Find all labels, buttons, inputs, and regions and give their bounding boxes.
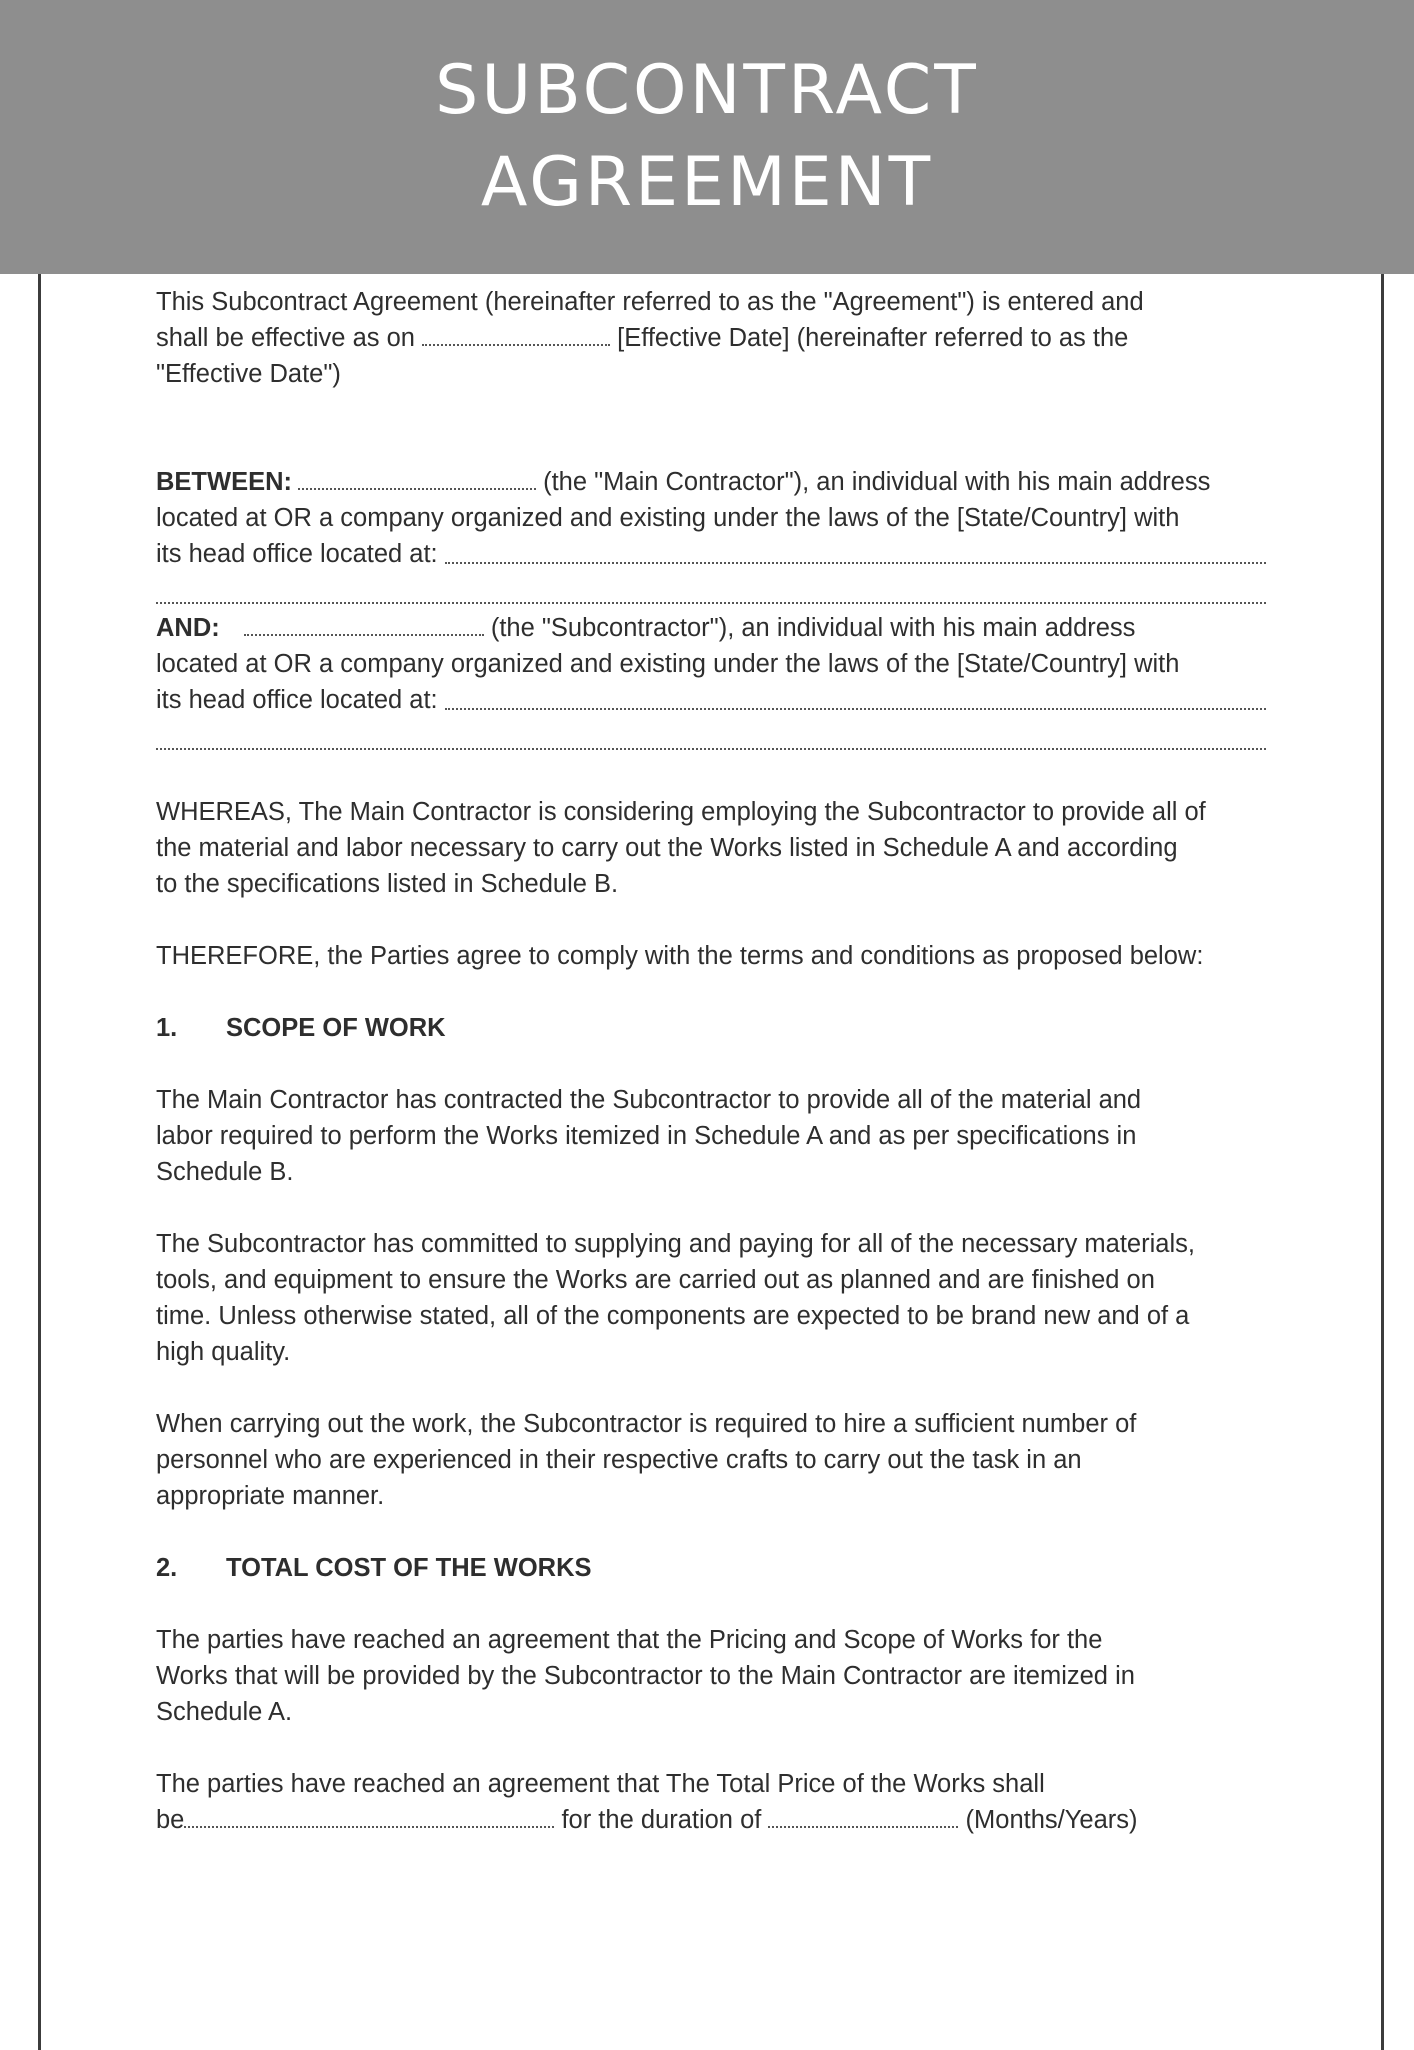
section-2-heading: 2. TOTAL COST OF THE WORKS [156, 1554, 592, 1582]
title-banner [0, 0, 1414, 274]
section-1-heading: 1. SCOPE OF WORK [156, 1014, 446, 1042]
section-1-paragraph-1: The Main Contractor has contracted the Subcontractor to provide all of the material and labor required to perform the Works itemized in Schedule A and as per specifications in Schedule B. [156, 1086, 1142, 1186]
section-1-paragraph-2: The Subcontractor has committed to supplying and paying for all of the necessary materials, tools, and equipment to ensure the Works are carried out as planned and are finished on time. Unless otherwise stated, all of the components are expected to be brand new and of a high quality. [156, 1230, 1195, 1366]
title-line-1: SUBCONTRACT [435, 51, 979, 130]
section-1-paragraph-3: When carrying out the work, the Subcontractor is required to hire a sufficient number of personnel who are experienced in their respective crafts to carry out the task in an appropriate manner. [156, 1410, 1137, 1510]
between-label: BETWEEN: [156, 468, 292, 496]
intro-line: shall be effective as on [Effective Date] (hereinafter referred to as the [156, 324, 1129, 352]
intro-line: "Effective Date") [156, 360, 341, 388]
whereas-paragraph: WHEREAS, The Main Contractor is considering employing the Subcontractor to provide all of the material and labor necessary to carry out the Works listed in Schedule A and according to the specifications listed in Schedule B. [156, 798, 1206, 898]
document-page-frame [38, 250, 1384, 2050]
section-2-paragraph-2: The parties have reached an agreement that The Total Price of the Works shall be for the duration of (Months/Years) [156, 1770, 1138, 1834]
therefore-paragraph: THEREFORE, the Parties agree to comply with the terms and conditions as proposed below: [156, 942, 1204, 970]
section-2-paragraph-1: The parties have reached an agreement that the Pricing and Scope of Works for the Works that will be provided by the Subcontractor to the Main Contractor are itemized in Schedule A. [156, 1626, 1135, 1726]
and-paragraph: AND: (the "Subcontractor"), an individual with his main address located at OR a company organized and existing under the laws of the [State/Country] with its head office located at: [156, 610, 1266, 750]
and-label: AND: [156, 614, 220, 642]
between-paragraph: BETWEEN: (the "Main Contractor"), an individual with his main address located at OR a company organized and existing under the laws of the [State/Country] with its head office located at: [156, 464, 1266, 604]
title-line-2: AGREEMENT [480, 143, 934, 222]
intro-line: This Subcontract Agreement (hereinafter referred to as the "Agreement") is entered and [156, 288, 1144, 316]
